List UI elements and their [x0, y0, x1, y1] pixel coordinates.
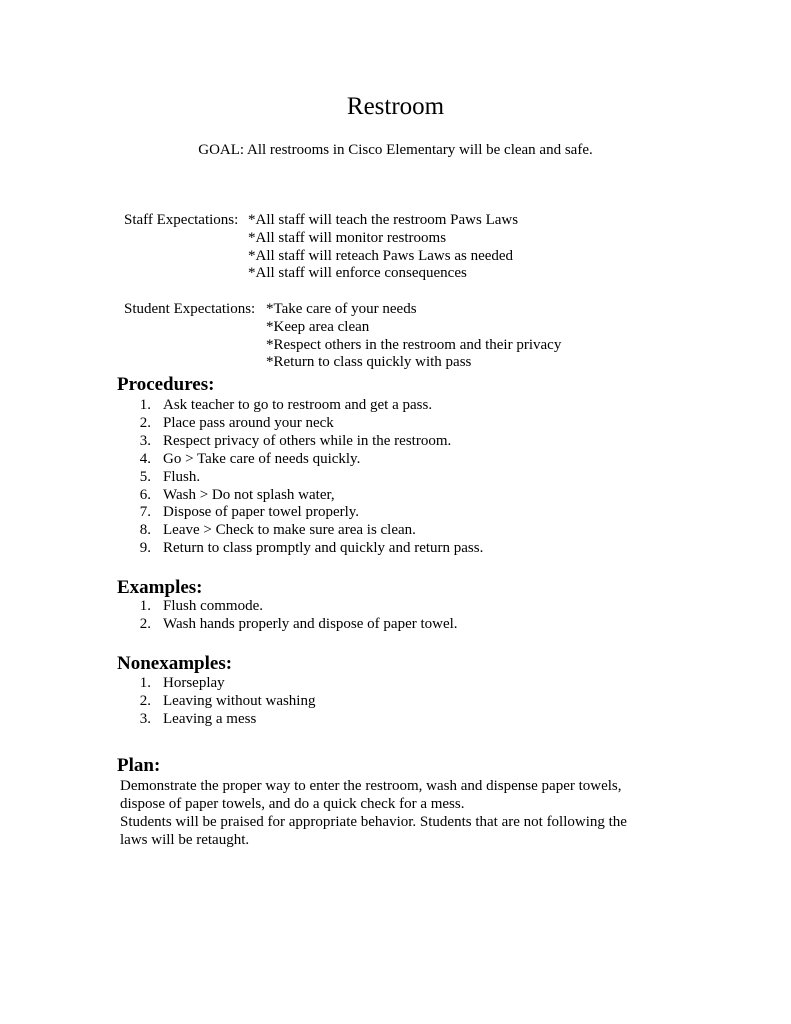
list-text: Leaving a mess — [163, 710, 257, 727]
student-expectation-item: *Take care of your needs — [266, 301, 417, 317]
plan-body — [120, 777, 640, 849]
list-text: Ask teacher to go to restroom and get a pass. — [163, 397, 433, 413]
plan-paragraph: Students will be praised for appropriate behavior. Students that are not following the laws will be retaught. — [120, 814, 627, 848]
list-number: 9. — [139, 540, 151, 557]
procedures-list — [118, 397, 483, 558]
procedures-heading: Procedures: — [117, 374, 215, 395]
list-item — [118, 598, 458, 616]
list-text: Leave > Check to make sure area is clean. — [163, 522, 416, 539]
student-expectations-label: Student Expectations: — [124, 301, 256, 317]
list-number: 1. — [139, 397, 151, 413]
list-item — [118, 693, 315, 711]
list-text: Wash > Do not splash water, — [163, 486, 335, 503]
list-number: 8. — [139, 522, 151, 539]
staff-expectations-label: Staff Expectations: — [124, 212, 239, 228]
staff-expectation-item: *All staff will enforce consequences — [248, 265, 467, 282]
list-number: 5. — [139, 468, 151, 485]
list-text: Dispose of paper towel properly. — [163, 504, 360, 521]
list-item — [118, 616, 458, 634]
list-item — [118, 415, 483, 433]
list-item — [118, 711, 315, 729]
list-number: 3. — [139, 432, 151, 449]
list-text: Respect privacy of others while in the restroom. — [163, 432, 452, 449]
student-expectations-list — [266, 301, 561, 372]
staff-expectation-item: *All staff will monitor restrooms — [248, 229, 447, 246]
staff-expectations-list — [248, 212, 518, 283]
list-number: 1. — [139, 598, 151, 614]
page-title: Restroom — [346, 93, 445, 120]
list-text: Wash hands properly and dispose of paper towel. — [163, 615, 458, 632]
list-text: Flush. — [163, 468, 201, 485]
list-number: 2. — [139, 615, 151, 632]
list-number: 2. — [139, 692, 151, 709]
student-expectation-item: *Keep area clean — [266, 318, 370, 335]
list-text: Flush commode. — [163, 598, 263, 614]
student-expectation-item: *Respect others in the restroom and their privacy — [266, 336, 562, 353]
staff-expectation-item: *All staff will teach the restroom Paws Laws — [248, 212, 519, 228]
list-text: Return to class promptly and quickly and return pass. — [163, 540, 484, 557]
plan-heading: Plan: — [117, 755, 161, 776]
list-number: 4. — [139, 450, 151, 467]
list-text: Place pass around your neck — [163, 414, 334, 431]
list-item — [118, 504, 483, 522]
examples-heading: Examples: — [117, 577, 203, 598]
nonexamples-heading: Nonexamples: — [117, 653, 233, 674]
list-item — [118, 451, 483, 469]
staff-expectation-item: *All staff will reteach Paws Laws as needed — [248, 247, 514, 264]
list-number: 6. — [139, 486, 151, 503]
plan-paragraph: Demonstrate the proper way to enter the restroom, wash and dispense paper towels, dispose of paper towels, and do a quick check for a mess. — [120, 778, 622, 812]
list-text: Go > Take care of needs quickly. — [163, 450, 361, 467]
list-item — [118, 397, 483, 415]
list-number: 7. — [139, 504, 151, 521]
student-expectation-item: *Return to class quickly with pass — [266, 354, 472, 371]
list-number: 3. — [139, 710, 151, 727]
list-item — [118, 433, 483, 451]
goal-statement: GOAL: All restrooms in Cisco Elementary will be clean and safe. — [198, 142, 593, 158]
list-number: 1. — [139, 675, 151, 691]
nonexamples-list — [118, 675, 315, 729]
list-item — [118, 469, 483, 487]
list-item — [118, 675, 315, 693]
list-number: 2. — [139, 414, 151, 431]
list-text: Horseplay — [163, 675, 225, 691]
list-item — [118, 487, 483, 505]
list-item — [118, 522, 483, 540]
examples-list — [118, 598, 458, 634]
list-text: Leaving without washing — [163, 692, 316, 709]
list-item — [118, 540, 483, 558]
